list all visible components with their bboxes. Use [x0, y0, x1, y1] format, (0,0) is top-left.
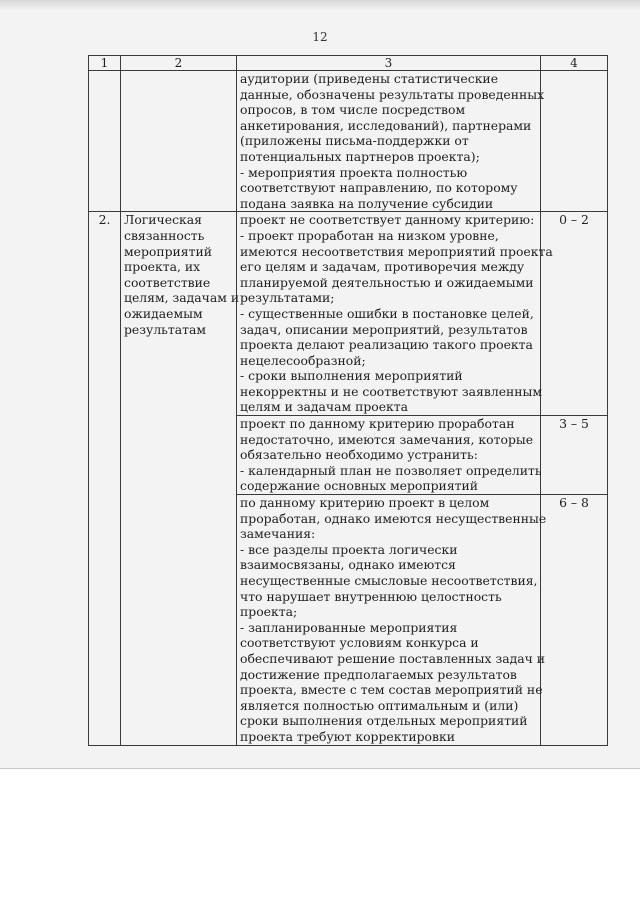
text-line: проекта, их [124, 259, 201, 275]
text-line: целям и задачам проекта [240, 399, 409, 415]
text-line: проработан, однако имеются несущественные [240, 510, 547, 526]
text-line: результатами; [240, 290, 335, 306]
text-line: проекта делают реализацию такого проекта [240, 337, 533, 353]
text-line: ожидаемым [124, 305, 203, 321]
text-line: планируемой деятельностью и ожидаемыми [240, 274, 534, 290]
text-line: результатам [124, 321, 207, 337]
text-line: Логическая [124, 212, 202, 228]
header-cell-3: 3 [237, 56, 541, 71]
text-line: сроки выполнения отдельных мероприятий [240, 713, 528, 729]
text-line: аудитории (приведены статистические [240, 71, 499, 86]
text-line: нецелесообразной; [240, 352, 366, 368]
text-line: обеспечивают решение поставленных задач и [240, 650, 546, 666]
text-line: проект по данному критерию проработан [240, 416, 515, 432]
text-line: обязательно необходимо устранить: [240, 447, 478, 463]
text-line: анкетирования, исследований), партнерами [240, 117, 532, 133]
level-1-score: 0 – 2 [541, 212, 608, 416]
text-line: опросов, в том числе посредством [240, 102, 466, 118]
text-line: недостаточно, имеются замечания, которые [240, 431, 534, 447]
text-line: соответствие [124, 274, 211, 290]
text-line: замечания: [240, 526, 316, 542]
text-line: является полностью оптимальным и (или) [240, 697, 519, 713]
text-line: соответствуют направлению, по которому [240, 180, 518, 196]
text-line: (приложены письма-поддержки от [240, 133, 469, 149]
level-1-description [237, 212, 553, 416]
text-line: имеются несоответствия мероприятий проекта [240, 243, 553, 259]
text-line: что нарушает внутреннюю целостность [240, 588, 502, 604]
text-line: - сроки выполнения мероприятий [240, 368, 463, 384]
text-line: его целям и задачам, противоречия между [240, 259, 525, 275]
header-cell-2: 2 [121, 56, 237, 71]
continuation-text-cell [237, 71, 545, 212]
text-line: - существенные ошибки в постановке целей, [240, 305, 534, 321]
text-line: задач, описании мероприятий, результатов [240, 321, 528, 337]
table-row-continuation [89, 71, 608, 212]
continuation-score-cell [541, 71, 608, 212]
text-line: соответствуют условиям конкурса и [240, 635, 479, 651]
text-line: связанность [124, 227, 205, 243]
page-number: 12 [312, 30, 328, 44]
header-cell-4: 4 [541, 56, 608, 71]
table-header-row [89, 56, 608, 71]
level-3-score: 6 – 8 [541, 495, 608, 746]
text-line: проекта; [240, 604, 298, 620]
text-line: данные, обозначены результаты проведенных [240, 86, 545, 102]
text-line: проекта, вместе с тем состав мероприятий не [240, 682, 543, 698]
text-line: - календарный план не позволяет определить [240, 462, 542, 478]
level-2-description [237, 416, 541, 495]
text-line: - проект проработан на низком уровне, [240, 227, 499, 243]
level-3-description [237, 495, 547, 746]
criterion-name [121, 212, 240, 745]
text-line: проект не соответствует данному критерию: [240, 212, 535, 228]
text-line: целям, задачам и [124, 290, 240, 306]
criteria-table [88, 55, 608, 746]
text-line: - запланированные мероприятия [240, 619, 458, 635]
continuation-number-cell [89, 71, 121, 212]
criterion-number: 2. [89, 212, 121, 745]
text-line: взаимосвязаны, однако имеются [240, 557, 456, 573]
text-line: - все разделы проекта логически [240, 541, 458, 557]
text-line: проекта требуют корректировки [240, 728, 455, 744]
text-line: несущественные смысловые несоответствия, [240, 573, 538, 588]
text-line: по данному критерию проект в целом [240, 495, 490, 511]
continuation-criterion-cell [121, 71, 237, 212]
table-row-criterion-level-1 [89, 212, 608, 416]
text-line: мероприятий [124, 243, 212, 259]
text-line: - мероприятия проекта полностью [240, 164, 468, 180]
header-cell-1: 1 [89, 56, 121, 71]
text-line: потенциальных партнеров проекта); [240, 148, 480, 164]
text-line: содержание основных мероприятий [240, 478, 479, 494]
level-2-score: 3 – 5 [541, 416, 608, 495]
text-line: подана заявка на получение субсидии [240, 195, 494, 211]
text-line: некорректны и не соответствуют заявленным [240, 383, 543, 399]
text-line: достижение предполагаемых результатов [240, 666, 517, 682]
